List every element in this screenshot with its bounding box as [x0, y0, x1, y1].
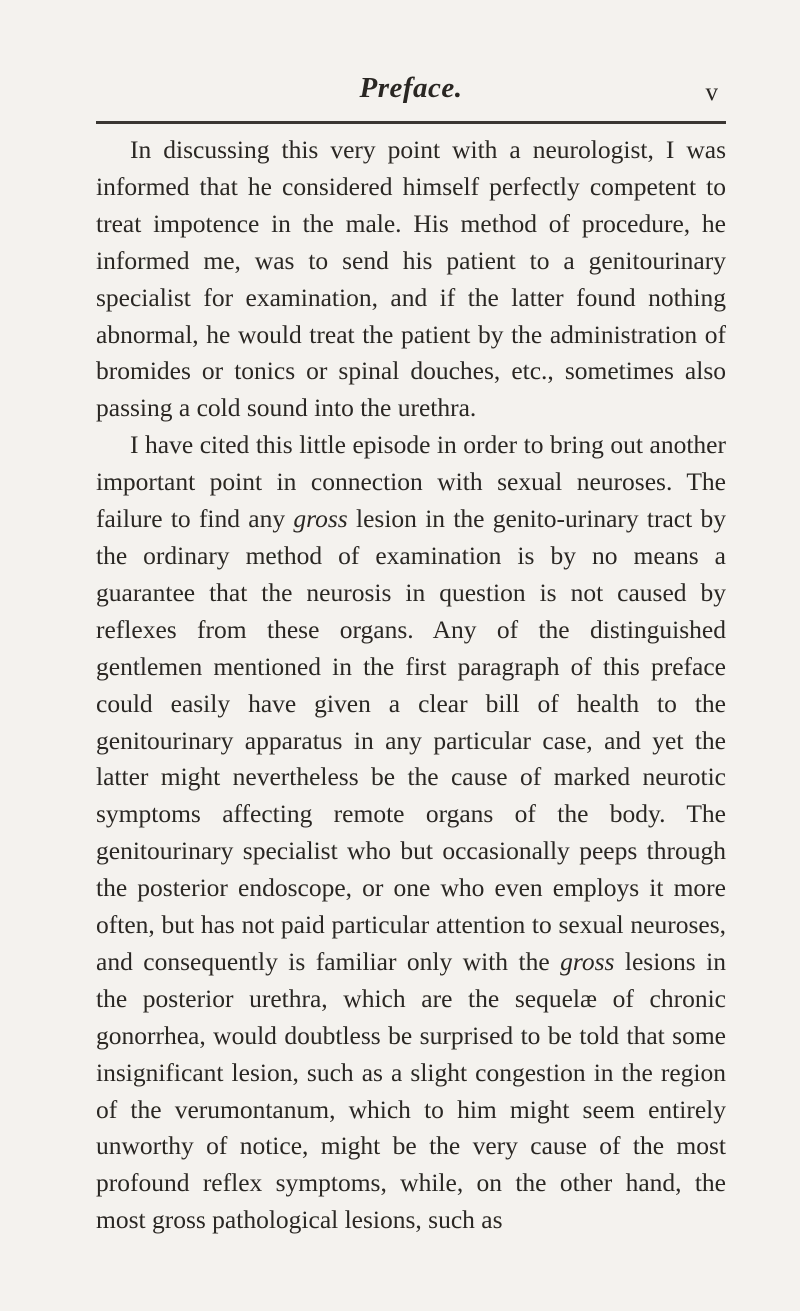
paragraph-2-part-3: lesions in the posterior urethra, which are the sequelæ of chronic gonorrhea, would doubtless be surprised to be told that some insignificant lesion, such as a slight congestion in the region of the verumontanum, which to him might seem entirely unworthy of notice, might be the very cause of the most profound reflex symptoms, while, on the other hand, the most gross pathological lesions, such as	[96, 946, 727, 1235]
paragraph-1: In discussing this very point with a neurologist, I was informed that he considered himself perfectly competent to treat impotence in the male. His method of procedure, he informed me, was to send his patient to a genitourinary specialist for examination, and if the latter found nothing abnormal, he would treat the patient by the administration of bromides or tonics or spinal douches, etc., sometimes also passing a cold sound into the urethra.	[96, 135, 726, 423]
emphasis-gross-2: gross	[560, 946, 615, 976]
paragraph-2-part-1: I have cited this little episode in order to bring out another important point in connection with sexual neuroses. The failure to find any	[96, 430, 726, 534]
page-number: v	[705, 79, 718, 106]
running-title: Preface.	[359, 72, 463, 104]
paragraph-2-part-2: lesion in the genito-urinary tract by the ordinary method of examination is by no means a guarantee that the neurosis in question is not caused by reflexes from these organs. Any of the distinguished gentlemen mentioned in the first paragraph of this preface could easily have given a clear bill of health to the genitourinary apparatus in any particular case, and yet the latter might nevertheless be the cause of marked neurotic symptoms affecting remote organs of the body. The genitourinary specialist who but occasionally peeps through the posterior endoscope, or one who even employs it more often, but has not paid particular attention to sexual neuroses, and consequently is familiar only with the	[96, 504, 726, 976]
emphasis-gross-1: gross	[293, 504, 348, 534]
paragraph-2	[96, 427, 726, 1239]
body-text	[96, 132, 726, 1239]
running-head	[96, 72, 726, 112]
header-rule	[96, 121, 726, 124]
